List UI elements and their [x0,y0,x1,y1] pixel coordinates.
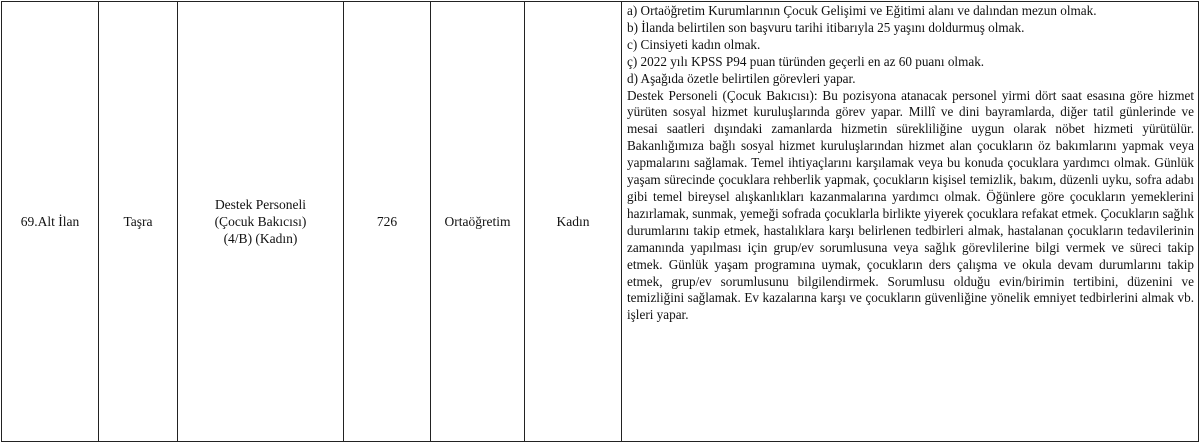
requirements-cell [622,2,1199,442]
requirement-item: b) İlanda belirtilen son başvuru tarihi itibarıyla 25 yaşını doldurmuş olmak. [627,19,1025,35]
requirement-item: a) Ortaöğretim Kurumlarının Çocuk Gelişimi ve Eğitimi alanı ve dalından mezun olmak. [627,3,1097,18]
table-row [2,2,1199,442]
gender: Kadın [556,214,590,229]
job-posting-table [1,1,1199,442]
position-title-line: Destek Personeli [214,197,307,212]
requirement-item: c) Cinsiyeti kadın olmak. [627,36,761,52]
ilan-number-cell [2,2,99,442]
position-title-line: (Çocuk Bakıcısı) [214,214,307,229]
position-title-line: (4/B) (Kadın) [223,231,298,246]
ilan-number: 69.Alt İlan [20,214,80,229]
location: Taşra [123,214,153,229]
education-level: Ortaöğretim [444,214,511,229]
gender-cell [525,2,622,442]
position-count: 726 [376,214,398,229]
location-cell [99,2,178,442]
duty-description: Destek Personeli (Çocuk Bakıcısı): Bu pozisyona atanacak personel yirmi dört saat esasına göre hizmet yürüten sosyal hizmet kuruluşlarında görev yapar. Millî ve dini bayramlarda, diğer tatil günlerinde ve mesai saatleri dışındaki zamanlarda hizmetin sürekliliğine uygun olarak nöbet hizmeti yürütülür. Bakanlığımıza bağlı sosyal hizmet kuruluşlarından hizmet alan çocukların öz bakımlarını yapmak veya yapmalarını sağlamak. Temel ihtiyaçlarını karşılamak veya bu konuda çocuklara yardımcı olmak. Günlük yaşam sürecinde çocuklara rehberlik yapmak, çocukların kişisel temizlik, bakım, düzenli uyku, sofra adabı gibi temel bireysel alışkanlıkları kazanmalarına yardımcı olmak. Öğünlere göre çocukların yemeklerini hazırlamak, sunmak, yemeği sofrada çocuklarla birlikte yiyerek çocuklara refakat etmek. Çocukların sağlık durumlarını takip etmek, hastalıklara karşı belirlenen tedbirleri almak, hastalanan çocukların tedavilerinin zamanında yapılması için grup/ev sorumlusuna veya sağlık görevlilerine bilgi vermek ve süreci takip etmek. Günlük yaşam programına uymak, çocukların ders çalışma ve okula devam durumlarını takip etmek, grup/ev sorumlusunu bilgilendirmek. Sorumlusu olduğu evin/birimin tertibini, düzenini ve temizliğini sağlamak. Ev kazalarına karşı ve çocukların güvenliğine yönelik emniyet tedbirlerini almak vb. işleri yapar. [627,87,1194,323]
requirement-item: ç) 2022 yılı KPSS P94 puan türünden geçerli en az 60 puanı olmak. [627,53,985,69]
requirement-item: d) Aşağıda özetle belirtilen görevleri yapar. [627,70,856,86]
education-level-cell [431,2,525,442]
position-count-cell [344,2,431,442]
position-title-cell [178,2,344,442]
